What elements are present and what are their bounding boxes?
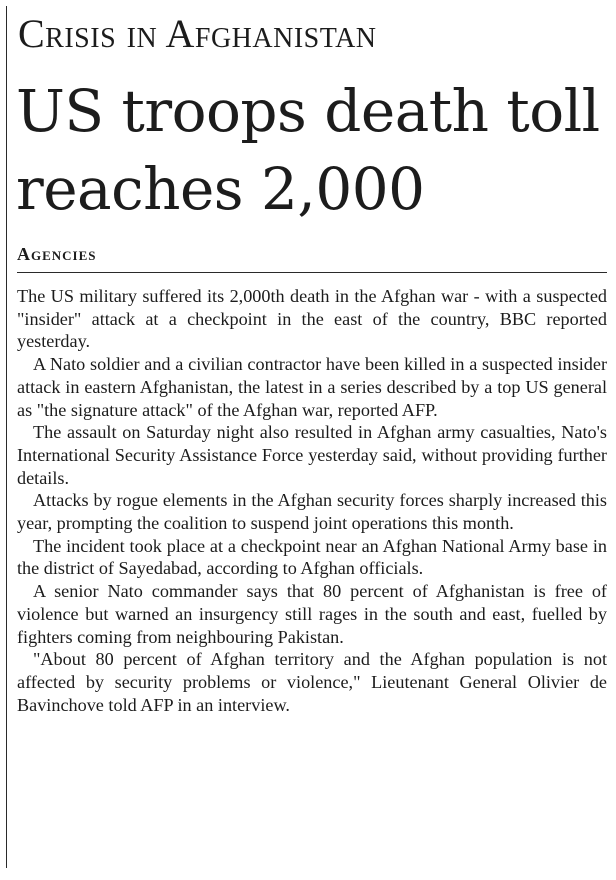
body-paragraph: The US military suffered its 2,000th death in the Afghan war - with a suspected "insider" attack at a checkpoint in the east of the country, BBC reported yesterday.: [17, 286, 607, 352]
body-paragraph: The incident took place at a checkpoint near an Afghan National Army base in the district of Sayedabad, according to Afghan officials.: [17, 535, 607, 579]
body-paragraph: "About 80 percent of Afghan territory and the Afghan population is not affected by security problems or violence," Lieutenant General Olivier de Bavinchove told AFP in an interview.: [17, 649, 607, 715]
article-body: [17, 285, 607, 716]
body-paragraph: A senior Nato commander says that 80 percent of Afghanistan is free of violence but warned an insurgency still rages in the south and east, fuelled by fighters coming from neighbouring Pakistan.: [17, 581, 607, 647]
body-paragraph: A Nato soldier and a civilian contractor have been killed in a suspected insider attack in eastern Afghanistan, the latest in a series described by a top US general as "the signature attack" of the Afghan war, reported AFP.: [17, 354, 607, 420]
body-paragraph: The assault on Saturday night also resulted in Afghan army casualties, Nato's International Security Assistance Force yesterday said, without providing further details.: [17, 422, 607, 488]
byline-divider: [17, 272, 607, 273]
body-paragraph: Attacks by rogue elements in the Afghan security forces sharply increased this year, prompting the coalition to suspend joint operations this month.: [17, 490, 607, 534]
column-rule: [6, 6, 7, 868]
section-kicker: Crisis in Afghanistan: [18, 11, 377, 56]
article-headline: US troops death toll reaches 2,000: [16, 77, 600, 223]
article-byline: Agencies: [17, 244, 97, 264]
